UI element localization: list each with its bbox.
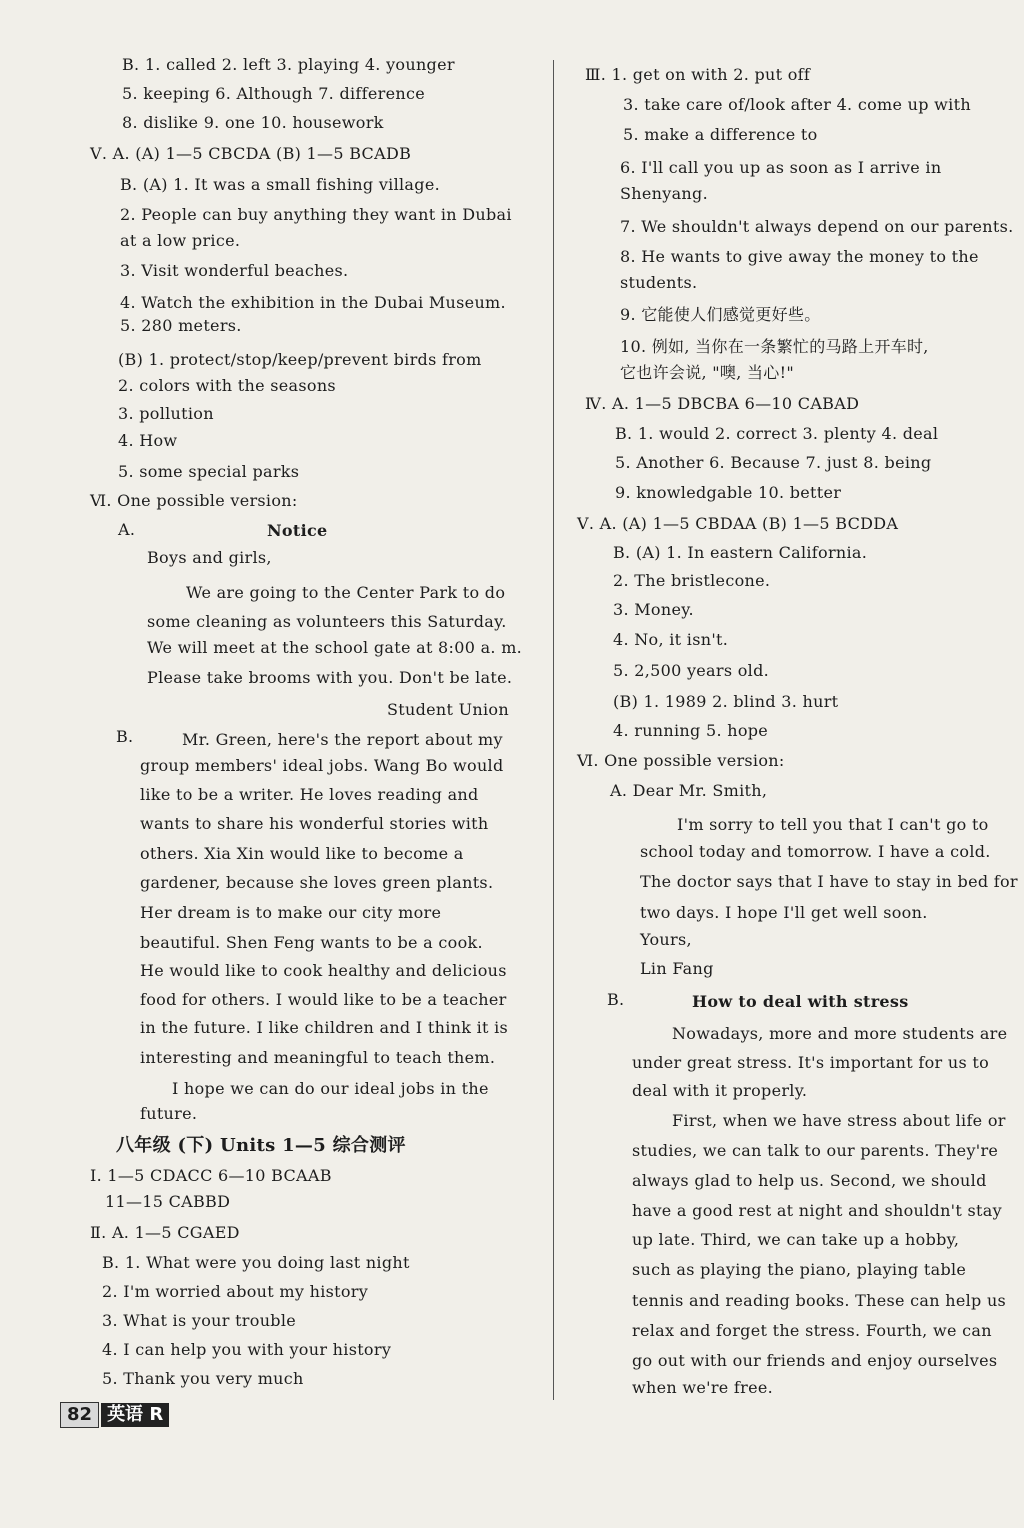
- essay-heading: How to deal with stress: [692, 992, 909, 1011]
- text-line: B. (A) 1. In eastern California.: [613, 543, 868, 562]
- text-line: (B) 1. protect/stop/keep/prevent birds from: [118, 350, 482, 369]
- text-line: go out with our friends and enjoy ourselves: [632, 1351, 998, 1370]
- text-line: 4. Watch the exhibition in the Dubai Museum.: [120, 293, 506, 312]
- text-line: deal with it properly.: [632, 1081, 808, 1100]
- text-line: 2. colors with the seasons: [118, 376, 336, 395]
- text-line: Ⅴ. A. (A) 1—5 CBDAA (B) 1—5 BCDDA: [577, 514, 899, 533]
- text-line: relax and forget the stress. Fourth, we can: [632, 1321, 992, 1340]
- text-line: B. 1. called 2. left 3. playing 4. younger: [122, 55, 455, 74]
- text-line: group members' ideal jobs. Wang Bo would: [140, 756, 504, 775]
- text-line: Lin Fang: [640, 959, 714, 978]
- text-line: I'm sorry to tell you that I can't go to: [677, 815, 989, 834]
- text-line: First, when we have stress about life or: [672, 1111, 1006, 1130]
- text-line: studies, we can talk to our parents. They're: [632, 1141, 999, 1160]
- text-line: like to be a writer. He loves reading and: [140, 785, 479, 804]
- text-line: A. Dear Mr. Smith,: [610, 781, 768, 800]
- text-line: beautiful. Shen Feng wants to be a cook.: [140, 933, 483, 952]
- column-divider: [553, 60, 554, 1400]
- text-line: The doctor says that I have to stay in bed for: [640, 872, 1018, 891]
- text-line: gardener, because she loves green plants.: [140, 873, 494, 892]
- text-line: 3. Visit wonderful beaches.: [120, 261, 349, 280]
- text-line: Nowadays, more and more students are: [672, 1024, 1008, 1043]
- text-line: two days. I hope I'll get well soon.: [640, 903, 928, 922]
- text-line: at a low price.: [120, 231, 241, 250]
- text-line: school today and tomorrow. I have a cold.: [640, 842, 991, 861]
- text-line: Ⅲ. 1. get on with 2. put off: [585, 65, 811, 84]
- text-line: Please take brooms with you. Don't be late.: [147, 668, 513, 687]
- text-line: 8. dislike 9. one 10. housework: [122, 113, 384, 132]
- text-line: B. 1. What were you doing last night: [102, 1253, 410, 1272]
- text-line: interesting and meaningful to teach them.: [140, 1048, 496, 1067]
- page-footer: [60, 1402, 169, 1428]
- text-line: Ⅳ. A. 1—5 DBCBA 6—10 CABAD: [585, 394, 860, 413]
- text-line: 5. 280 meters.: [120, 316, 242, 335]
- text-line: 10. 例如, 当你在一条繁忙的马路上开车时,: [620, 337, 929, 356]
- text-line: B.: [607, 990, 625, 1009]
- text-line: 它也许会说, "噢, 当心!": [620, 363, 794, 382]
- text-line: up late. Third, we can take up a hobby,: [632, 1230, 960, 1249]
- text-line: tennis and reading books. These can help us: [632, 1291, 1007, 1310]
- text-line: wants to share his wonderful stories with: [140, 814, 489, 833]
- text-line: 5. make a difference to: [623, 125, 818, 144]
- text-line: 9. knowledgable 10. better: [615, 483, 842, 502]
- text-line: others. Xia Xin would like to become a: [140, 844, 464, 863]
- text-line: Student Union: [387, 700, 509, 719]
- text-line: 4. running 5. hope: [613, 721, 769, 740]
- text-line: 3. What is your trouble: [102, 1311, 297, 1330]
- text-line: B.: [116, 727, 134, 746]
- text-line: some cleaning as volunteers this Saturday.: [147, 612, 507, 631]
- text-line: 7. We shouldn't always depend on our parents.: [620, 217, 1014, 236]
- text-line: 5. Another 6. Because 7. just 8. being: [615, 453, 932, 472]
- text-line: 5. keeping 6. Although 7. difference: [122, 84, 425, 103]
- text-line: B. 1. would 2. correct 3. plenty 4. deal: [615, 424, 939, 443]
- text-line: I hope we can do our ideal jobs in the: [172, 1079, 489, 1098]
- text-line: 11—15 CABBD: [105, 1192, 231, 1211]
- text-line: Ⅴ. A. (A) 1—5 CBCDA (B) 1—5 BCADB: [90, 144, 412, 163]
- text-line: in the future. I like children and I think it is: [140, 1018, 509, 1037]
- text-line: Her dream is to make our city more: [140, 903, 442, 922]
- text-line: students.: [620, 273, 698, 292]
- text-line: 5. 2,500 years old.: [613, 661, 770, 680]
- text-line: such as playing the piano, playing table: [632, 1260, 967, 1279]
- text-line: Mr. Green, here's the report about my: [182, 730, 503, 749]
- text-line: (B) 1. 1989 2. blind 3. hurt: [613, 692, 839, 711]
- section-title: 八年级 (下) Units 1—5 综合测评: [116, 1135, 406, 1156]
- text-line: future.: [140, 1104, 198, 1123]
- text-line: under great stress. It's important for us to: [632, 1053, 990, 1072]
- text-line: A.: [118, 520, 136, 539]
- text-line: 8. He wants to give away the money to the: [620, 247, 979, 266]
- text-line: 2. People can buy anything they want in Dubai: [120, 205, 512, 224]
- text-line: 5. some special parks: [118, 462, 300, 481]
- text-line: when we're free.: [632, 1378, 774, 1397]
- text-line: 4. I can help you with your history: [102, 1340, 392, 1359]
- text-line: We are going to the Center Park to do: [186, 583, 506, 602]
- text-line: 3. take care of/look after 4. come up with: [623, 95, 971, 114]
- text-line: 3. Money.: [613, 600, 694, 619]
- text-line: food for others. I would like to be a teacher: [140, 990, 507, 1009]
- text-line: 5. Thank you very much: [102, 1369, 304, 1388]
- text-line: Boys and girls,: [147, 548, 272, 567]
- text-line: B. (A) 1. It was a small fishing village.: [120, 175, 440, 194]
- text-line: 3. pollution: [118, 404, 214, 423]
- text-line: 6. I'll call you up as soon as I arrive in: [620, 158, 942, 177]
- notice-heading: Notice: [267, 521, 328, 540]
- text-line: Ⅵ. One possible version:: [90, 491, 298, 510]
- text-line: 2. The bristlecone.: [613, 571, 771, 590]
- text-line: Ⅱ. A. 1—5 CGAED: [90, 1223, 240, 1242]
- text-line: We will meet at the school gate at 8:00 a. m.: [147, 638, 523, 657]
- text-line: He would like to cook healthy and delicious: [140, 961, 507, 980]
- text-line: Ⅰ. 1—5 CDACC 6—10 BCAAB: [90, 1166, 332, 1185]
- text-line: Yours,: [640, 930, 692, 949]
- text-line: 4. No, it isn't.: [613, 630, 729, 649]
- text-line: 2. I'm worried about my history: [102, 1282, 369, 1301]
- text-line: 4. How: [118, 431, 178, 450]
- text-line: have a good rest at night and shouldn't stay: [632, 1201, 1002, 1220]
- text-line: Shenyang.: [620, 184, 708, 203]
- text-line: Ⅵ. One possible version:: [577, 751, 785, 770]
- text-line: 9. 它能使人们感觉更好些。: [620, 305, 821, 324]
- page-number: 82: [60, 1402, 99, 1428]
- text-line: always glad to help us. Second, we should: [632, 1171, 987, 1190]
- subject-label: 英语 R: [101, 1403, 169, 1427]
